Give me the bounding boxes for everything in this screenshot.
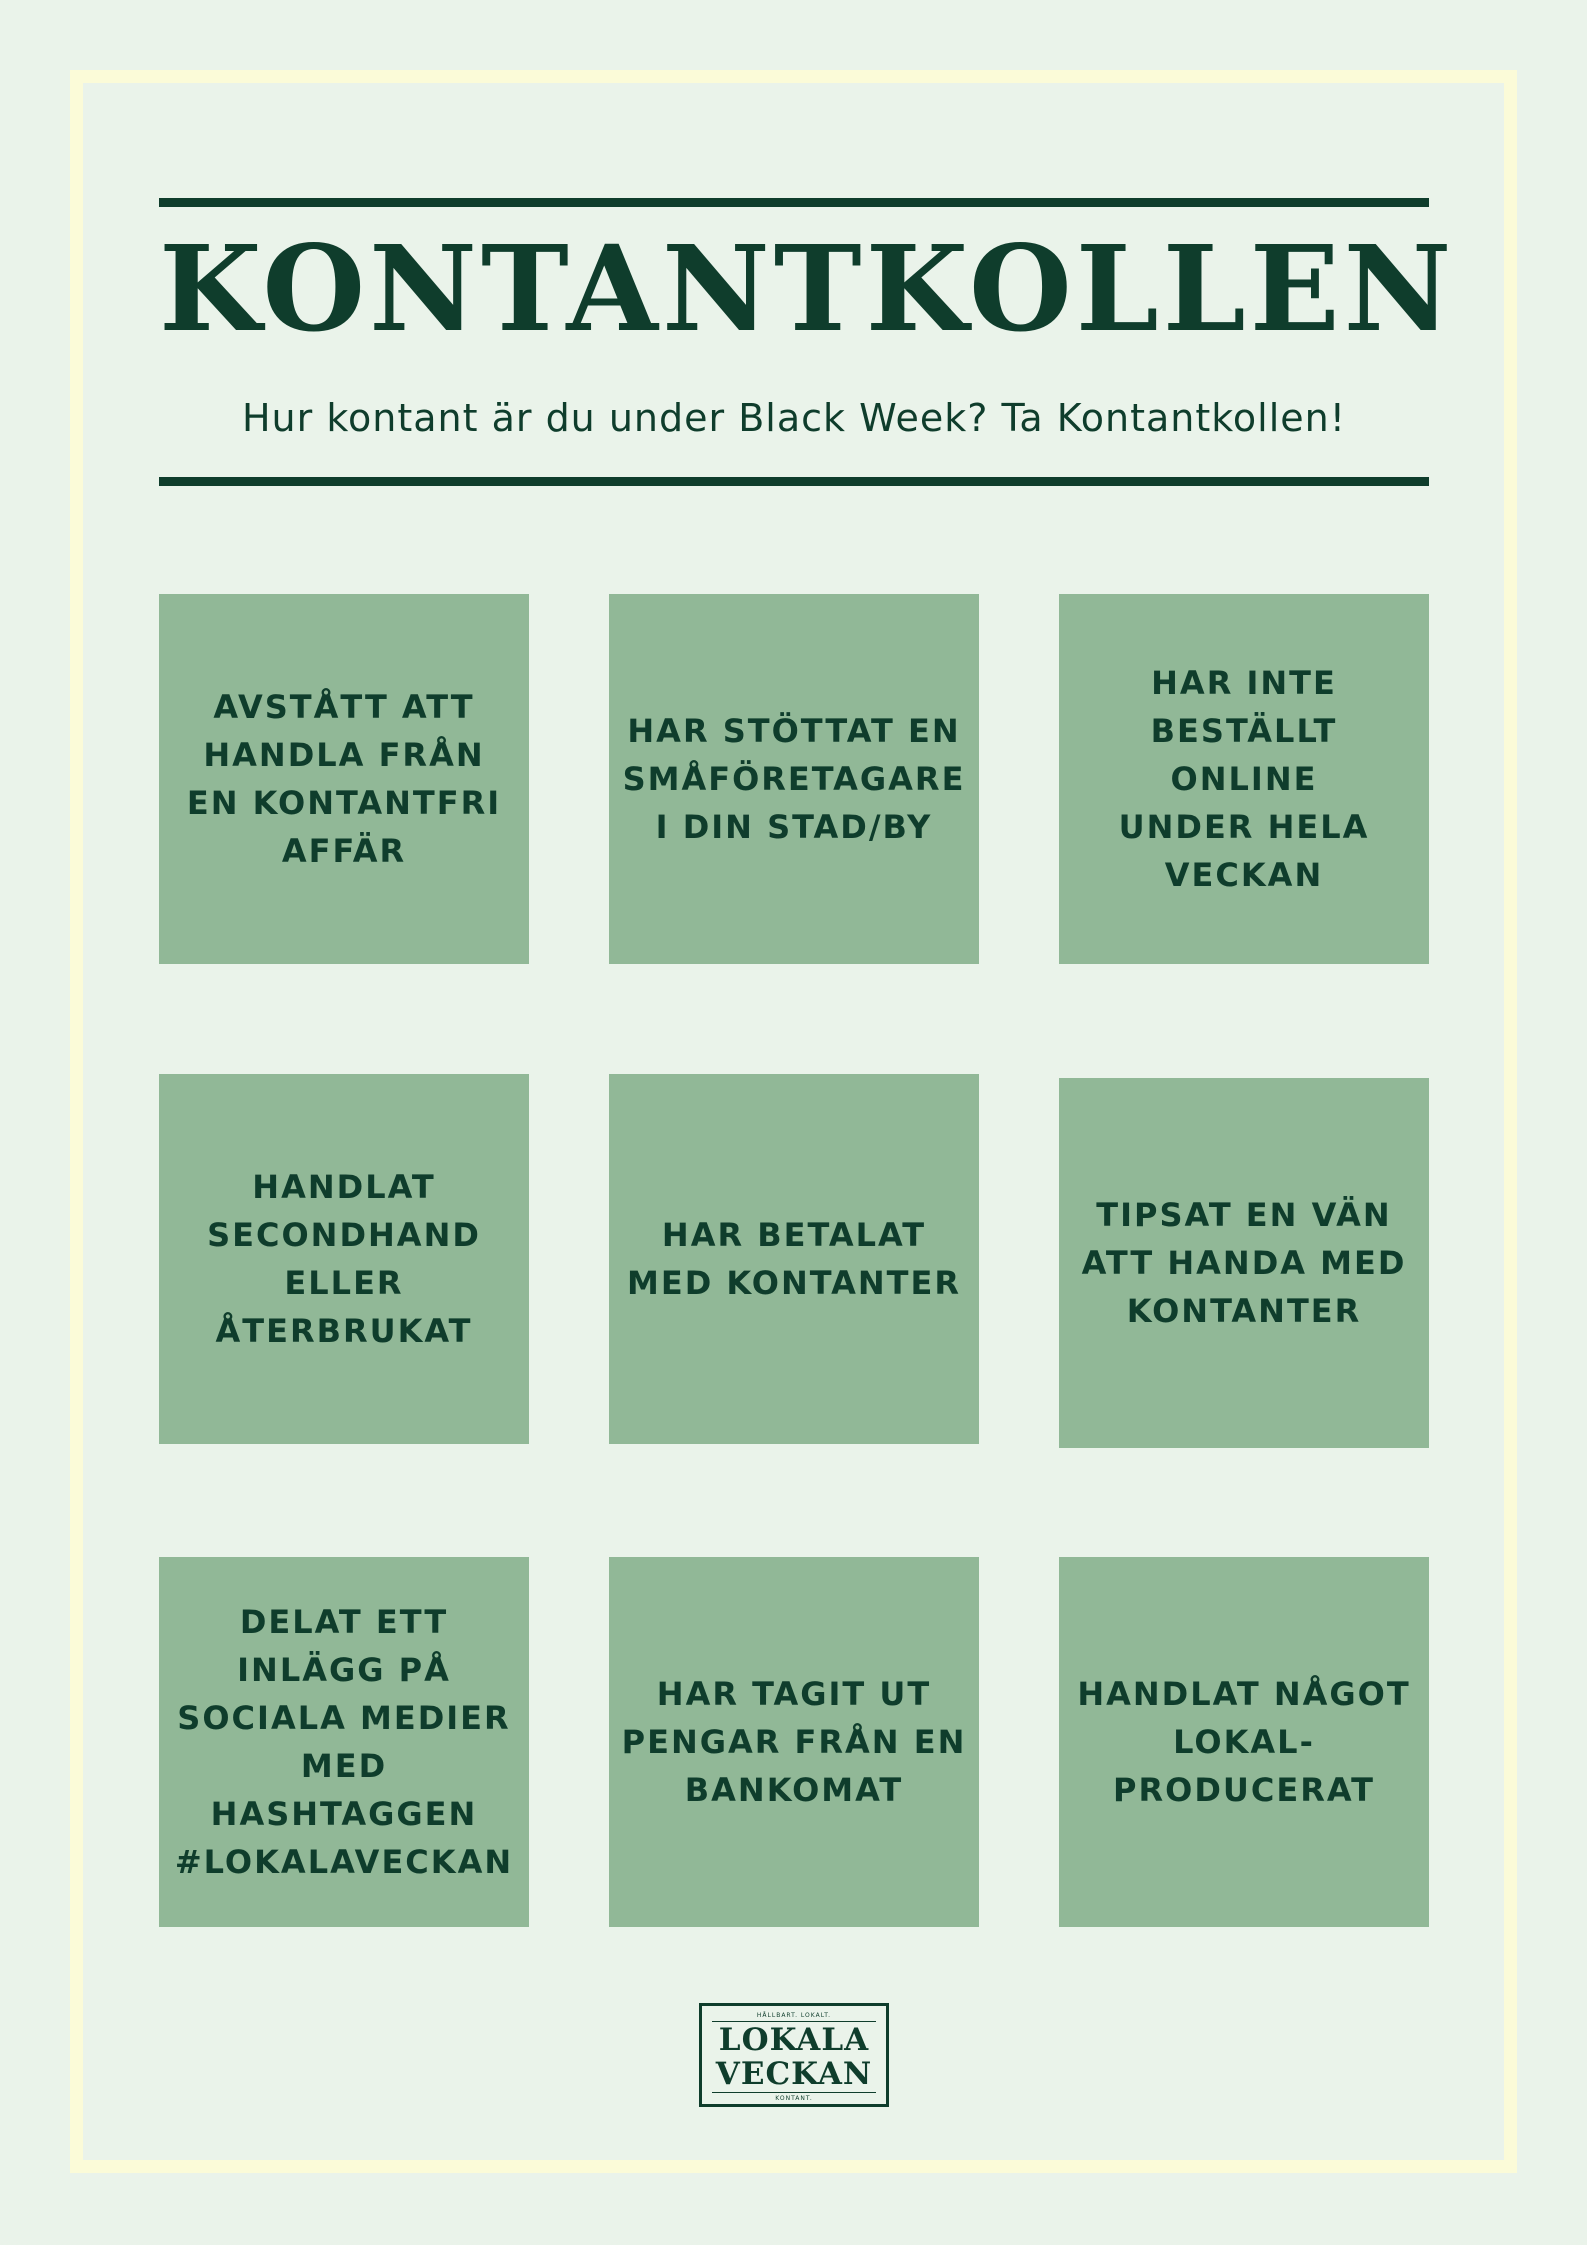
checklist-tile-2 — [609, 594, 979, 964]
checklist-tile-5 — [609, 1074, 979, 1444]
logo-line-2: VECKAN — [715, 2056, 873, 2092]
checklist-tile-label: AVSTÅTT ATT HANDLA FRÅN EN KONTANTFRI AFFÄR — [186, 688, 502, 870]
checklist-tile-label: HAR INTE BESTÄLLT ONLINE UNDER HELA VECKAN — [1118, 664, 1370, 894]
lokala-veckan-logo — [699, 2003, 889, 2107]
checklist-tile-label: HAR STÖTTAT EN SMÅFÖRETAGARE I DIN STAD/BY — [622, 712, 966, 846]
checklist-tile-label: HANDLAT SECONDHAND ELLER ÅTERBRUKAT — [207, 1168, 481, 1350]
checklist-tile-7 — [159, 1557, 529, 1927]
checklist-tile-9 — [1059, 1557, 1429, 1927]
checklist-tile-label: HAR BETALAT MED KONTANTER — [627, 1216, 961, 1302]
checklist-tile-label: DELAT ETT INLÄGG PÅ SOCIALA MEDIER MED HASHTAGGEN #LOKALAVECKAN — [174, 1603, 514, 1881]
page-subtitle: Hur kontant är du under Black Week? Ta Kontantkollen! — [241, 396, 1346, 440]
checklist-tile-6 — [1059, 1078, 1429, 1448]
checklist-tile-8 — [609, 1557, 979, 1927]
checklist-tile-3 — [1059, 594, 1429, 964]
title-rule-top — [159, 198, 1429, 207]
checklist-tile-label: TIPSAT EN VÄN ATT HANDA MED KONTANTER — [1081, 1196, 1407, 1330]
logo-bottom-text: KONTANT. — [775, 2095, 813, 2102]
logo-line-1: LOKALA — [718, 2022, 870, 2058]
checklist-tile-1 — [159, 594, 529, 964]
logo-tagline: HÅLLBART. LOKALT. — [756, 2012, 832, 2019]
logo-divider — [712, 2092, 876, 2093]
title-rule-bottom — [159, 477, 1429, 486]
checklist-tile-label: HANDLAT NÅGOT LOKAL- PRODUCERAT — [1077, 1675, 1411, 1809]
checklist-tile-label: HAR TAGIT UT PENGAR FRÅN EN BANKOMAT — [621, 1675, 967, 1809]
page-title: KONTANTKOLLEN — [159, 219, 1456, 358]
checklist-tile-4 — [159, 1074, 529, 1444]
